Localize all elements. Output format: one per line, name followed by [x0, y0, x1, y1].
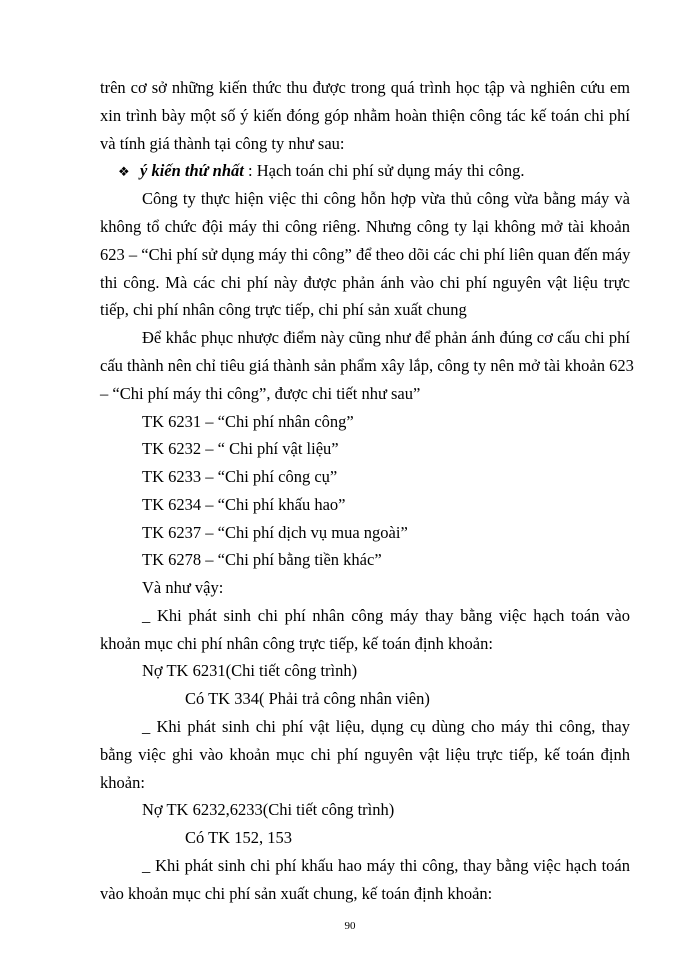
bullet-title: ý kiến thứ nhất — [140, 161, 244, 180]
journal-entry-debit: Nợ TK 6231(Chi tiết công trình) — [142, 661, 358, 680]
account-item: TK 6231 – “Chi phí nhân công” — [142, 412, 354, 431]
journal-entry-credit: Có TK 152, 153 — [185, 828, 292, 847]
journal-entry-credit: Có TK 334( Phải trả công nhân viên) — [185, 689, 430, 708]
paragraph-line: trên cơ sở những kiến thức thu được trong quá trình học tập và nghiên cứu em — [100, 78, 630, 97]
paragraph-line: Để khắc phục nhược điểm này cũng như để phản ánh đúng cơ cấu chi phí — [142, 328, 630, 347]
account-item: TK 6232 – “ Chi phí vật liệu” — [142, 439, 339, 458]
account-item: TK 6237 – “Chi phí dịch vụ mua ngoài” — [142, 523, 408, 542]
page-number: 90 — [344, 920, 356, 932]
paragraph-line: – “Chi phí máy thi công”, được chi tiết như sau” — [100, 384, 421, 403]
paragraph-line: và tính giá thành tại công ty như sau: — [100, 134, 345, 153]
bullet-text: : Hạch toán chi phí sử dụng máy thi công. — [248, 161, 525, 180]
paragraph-line: tiếp, chi phí nhân công trực tiếp, chi phí sản xuất chung — [100, 300, 467, 319]
paragraph-line: không tổ chức đội máy thi công riêng. Nhưng công ty lại không mở tài khoản — [100, 217, 630, 236]
paragraph-line: xin trình bày một số ý kiến đóng góp nhằm hoàn thiện công tác kế toán chi phí — [100, 106, 630, 125]
paragraph-line: cấu thành nên chỉ tiêu giá thành sản phẩm xây lắp, công ty nên mở tài khoản 623 — [100, 356, 634, 375]
paragraph-line: bằng việc ghi vào khoản mục chi phí nguyên vật liệu trực tiếp, kế toán định — [100, 745, 630, 764]
paragraph-line: _ Khi phát sinh chi phí nhân công máy thay bằng việc hạch toán vào — [142, 606, 630, 625]
paragraph-line: khoản mục chi phí nhân công trực tiếp, kế toán định khoản: — [100, 634, 493, 653]
account-item: TK 6278 – “Chi phí bằng tiền khác” — [142, 550, 382, 569]
paragraph-line: 623 – “Chi phí sử dụng máy thi công” để theo dõi các chi phí liên quan đến máy — [100, 245, 631, 264]
account-item: TK 6233 – “Chi phí công cụ” — [142, 467, 338, 486]
paragraph-line: Công ty thực hiện việc thi công hỗn hợp vừa thủ công vừa bằng máy và — [142, 189, 630, 208]
paragraph-line: thi công. Mà các chi phí này được phản ánh vào chi phí nguyên vật liệu trực — [100, 273, 630, 292]
diamond-bullet-icon: ❖ — [118, 165, 130, 180]
account-item: TK 6234 – “Chi phí khấu hao” — [142, 495, 346, 514]
paragraph-line: khoản: — [100, 773, 145, 792]
paragraph-line: _ Khi phát sinh chi phí khấu hao máy thi công, thay bằng việc hạch toán — [142, 856, 630, 875]
paragraph-line: _ Khi phát sinh chi phí vật liệu, dụng cụ dùng cho máy thi công, thay — [142, 717, 630, 736]
paragraph-line: vào khoản mục chi phí sản xuất chung, kế toán định khoản: — [100, 884, 493, 903]
paragraph-line: Và như vậy: — [142, 578, 224, 597]
bullet-heading — [118, 161, 638, 183]
journal-entry-debit: Nợ TK 6232,6233(Chi tiết công trình) — [142, 800, 395, 819]
